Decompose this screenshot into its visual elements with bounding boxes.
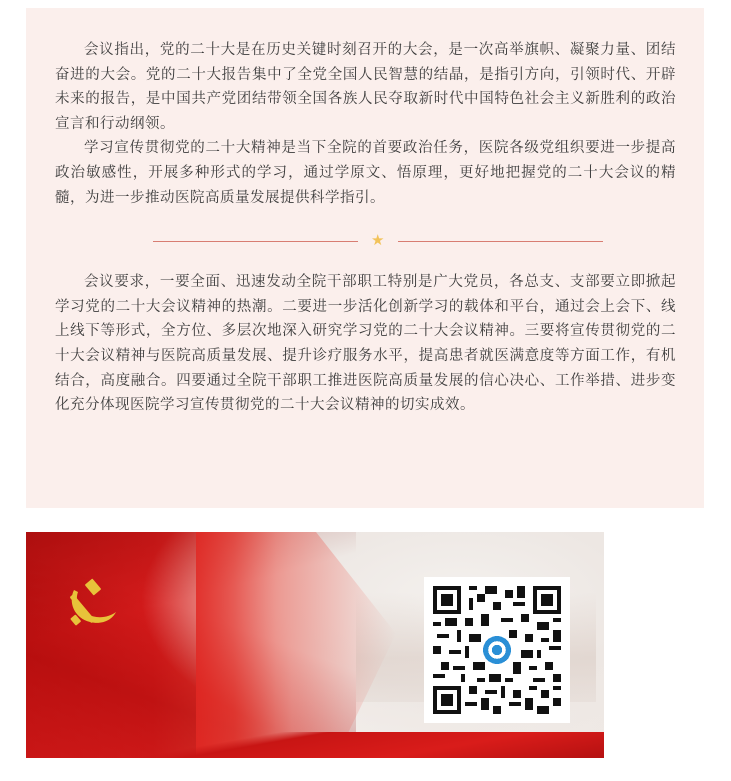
section-divider bbox=[55, 214, 676, 270]
article-paragraph-1: 会议指出，党的二十大是在历史关键时刻召开的大会，是一次高举旗帜、凝聚力量、团结奋进的大会。党的二十大报告集中了全党全国人民智慧的结晶，是指引方向，引领时代、开辟未来的报告，是中国共产党团结带领全国各族人民夺取新时代中国特色社会主义新胜利的政治宣言和行动纲领。 bbox=[55, 42, 676, 132]
red-ribbon bbox=[26, 732, 604, 758]
divider-line-left bbox=[153, 241, 358, 242]
hammer-sickle-icon bbox=[60, 572, 122, 634]
party-flag-banner bbox=[26, 532, 604, 758]
article-paragraph-3: 会议要求，一要全面、迅速发动全院干部职工特别是广大党员，各总支、支部要立即掀起学习党的二十大会议精神的热潮。二要进一步活化创新学习的载体和平台，通过会上会下、线上线下等形式，全方位、多层次地深入研究学习党的二十大会议精神。三要将宣传贯彻党的二十大会议精神与医院高质量发展、提升诊疗服务水平，提高患者就医满意度等方面工作，有机结合，高度融合。四要通过全院干部职工推进医院高质量发展的信心决心、工作举措、进步变化充分体现医院学习宣传贯彻党的二十大会议精神的切实成效。 bbox=[55, 274, 676, 414]
article-card bbox=[26, 8, 704, 508]
article-paragraph-2: 学习宣传贯彻党的二十大精神是当下全院的首要政治任务，医院各级党组织要进一步提高政治敏感性，开展多种形式的学习，通过学原文、悟原理，更好地把握党的二十大会议的精髓，为进一步推动医院高质量发展提供科学指引。 bbox=[55, 140, 676, 206]
qr-code[interactable] bbox=[424, 577, 570, 723]
star-icon: ★ bbox=[371, 231, 385, 250]
divider-line-right bbox=[398, 241, 603, 242]
qr-code-icon bbox=[433, 586, 561, 714]
